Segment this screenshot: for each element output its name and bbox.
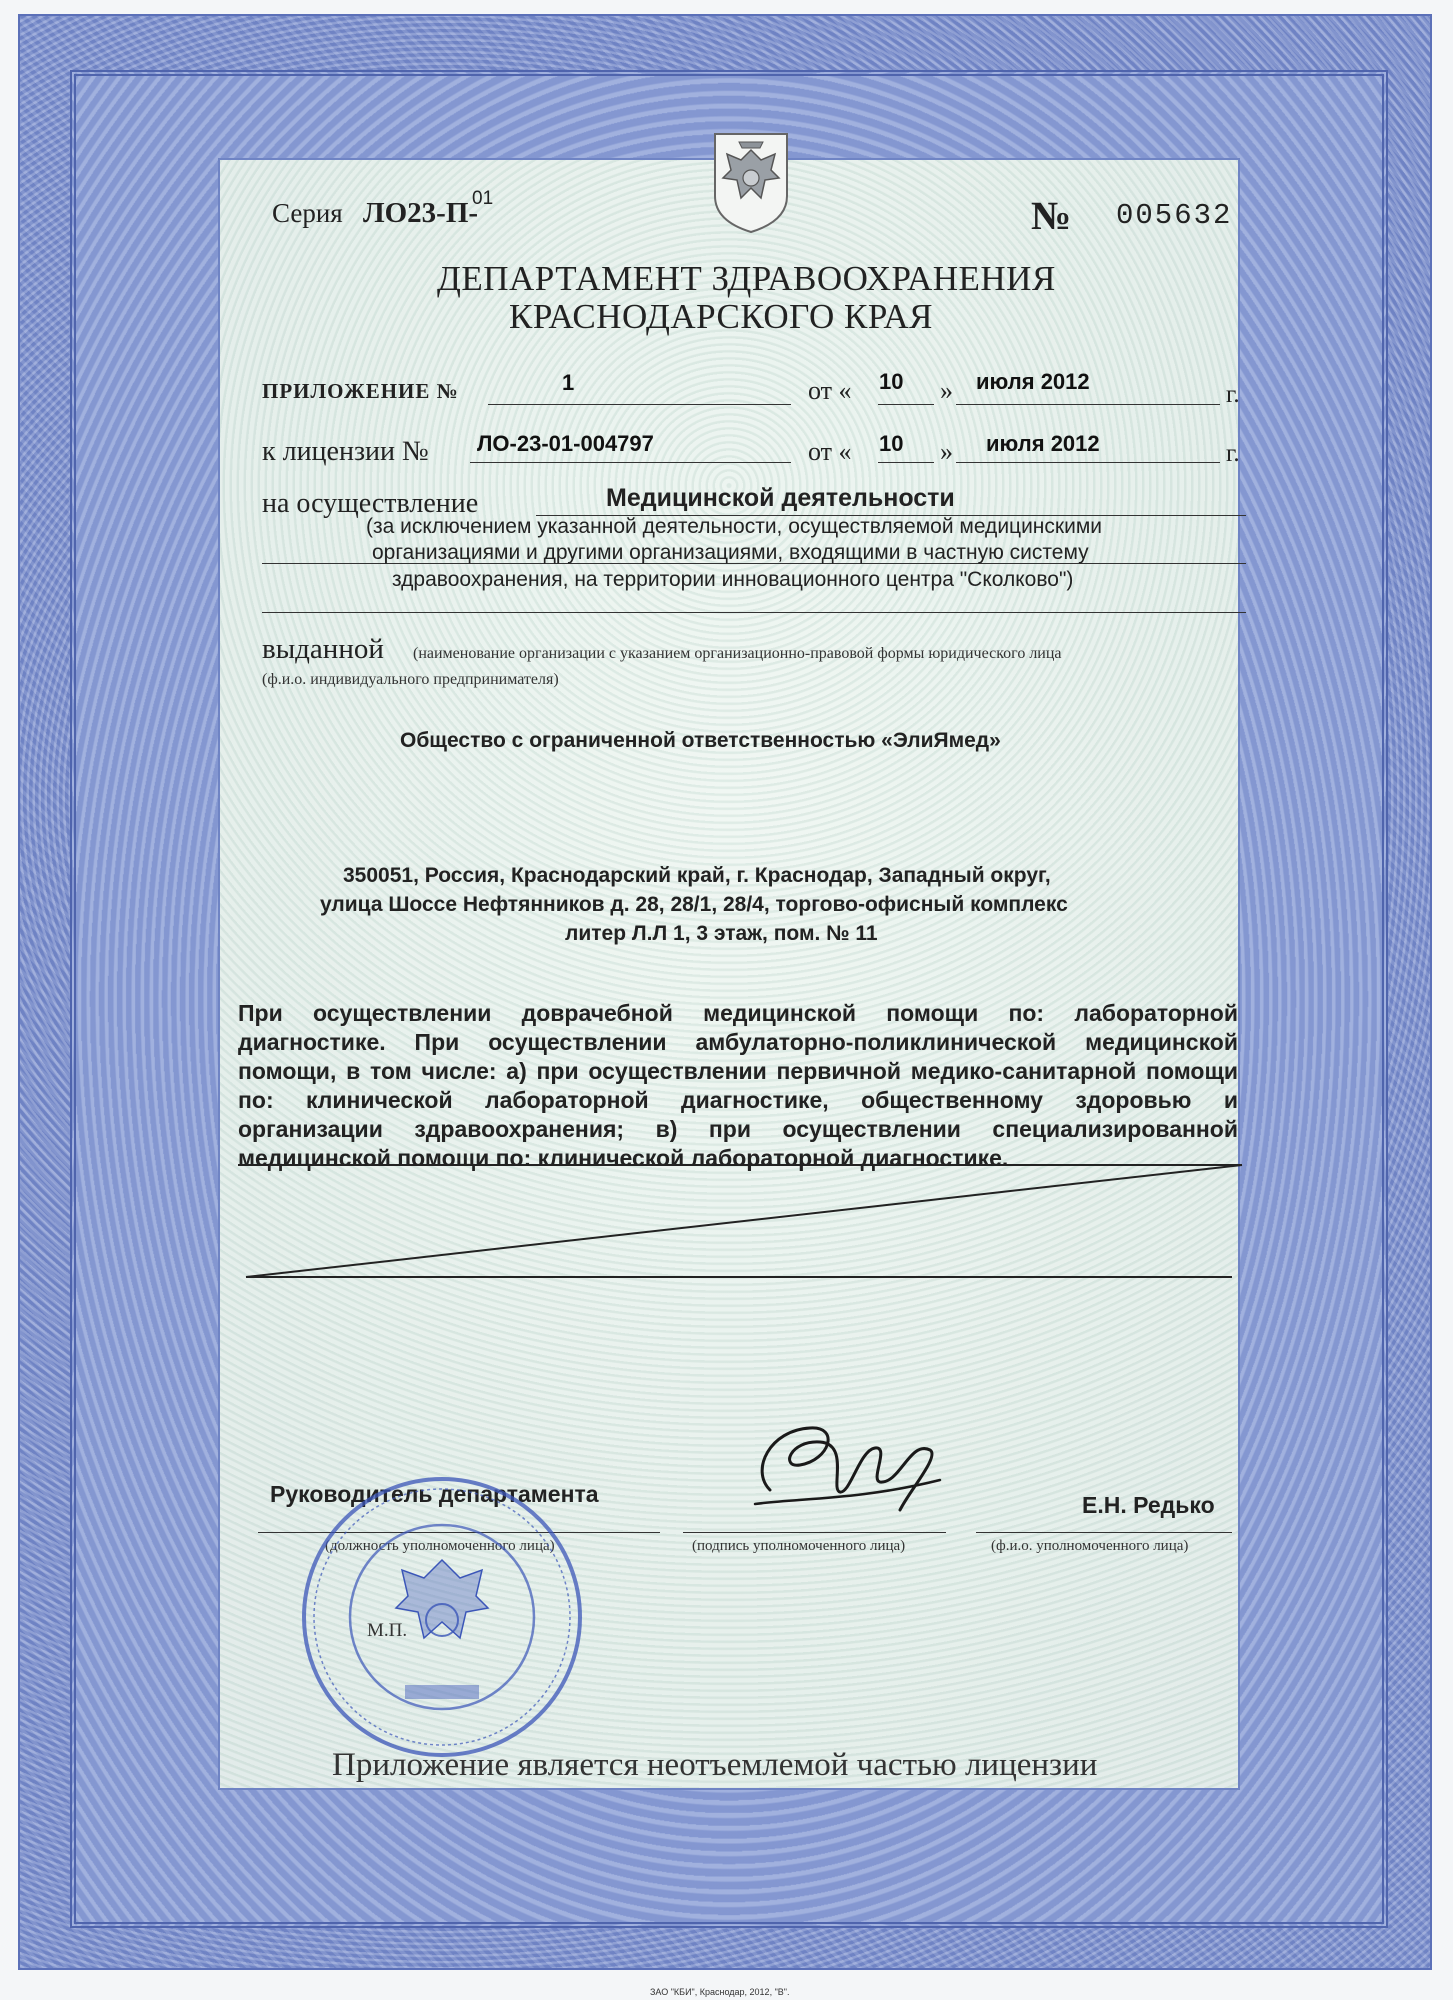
series-suffix: 01: [472, 188, 494, 209]
name-hint: (ф.и.о. уполномоченного лица): [991, 1538, 1189, 1554]
address-line3: литер Л.Л 1, 3 этаж, пом. № 11: [565, 922, 878, 945]
license-from-label: от «: [808, 437, 852, 466]
organization-name: Общество с ограниченной ответственностью «ЭлиЯмед»: [400, 729, 1001, 752]
appendix-label: ПРИЛОЖЕНИЕ №: [262, 379, 459, 403]
license-day: 10: [879, 431, 904, 456]
license-month-year: июля 2012: [986, 431, 1100, 456]
appendix-footer-note: Приложение является неотъемлемой частью лицензии: [332, 1747, 1098, 1783]
license-number: ЛО-23-01-004797: [477, 431, 654, 456]
services-line3: помощи, в том числе: а) при осуществлении первичной медико-санитарной помощи: [238, 1058, 1238, 1084]
appendix-date-line: [956, 404, 1220, 405]
signature-hint: (подпись уполномоченного лица): [692, 1538, 906, 1554]
official-seal-stamp: [295, 1470, 590, 1765]
activity-note-line3: здравоохранения, на территории инновационного центра "Сколково"): [392, 568, 1074, 591]
blank-space-strike-lines: [238, 1155, 1248, 1285]
license-number-line: [470, 462, 791, 463]
signature-line: [683, 1532, 946, 1533]
name-line: [976, 1532, 1232, 1533]
services-line2: диагностике. При осуществлении амбулаторно-поликлинической медицинской: [238, 1029, 1238, 1055]
number-value: 005632: [1116, 199, 1233, 232]
department-title-line2: КРАСНОДАРСКОГО КРАЯ: [509, 297, 933, 336]
signatory-name: Е.Н. Редько: [1082, 1492, 1215, 1518]
address-line2: улица Шоссе Нефтянников д. 28, 28/1, 28/4, торгово-офисный комплекс: [320, 893, 1068, 916]
services-line4: по: клинической лабораторной диагностике, общественному здоровью и: [238, 1087, 1238, 1113]
activity-note-line1: (за исключением указанной деятельности, осуществляемой медицинскими: [366, 515, 1102, 538]
license-date-line: [956, 462, 1220, 463]
services-line5: организации здравоохранения; в) при осуществлении специализированной: [238, 1116, 1238, 1142]
handwritten-signature: [740, 1420, 950, 1530]
issued-hint-line1: (наименование организации с указанием организационно-правовой формы юридического лица: [413, 645, 1062, 662]
series-label: Серия: [272, 198, 343, 228]
activity-title: Медицинской деятельности: [606, 484, 955, 512]
appendix-number: 1: [562, 370, 575, 395]
appendix-day-line: [878, 404, 934, 405]
stamp-place-label: М.П.: [367, 1620, 408, 1641]
appendix-year-suffix: г.: [1226, 381, 1240, 408]
coat-of-arms-icon: [705, 126, 797, 236]
activity-line-3: [262, 612, 1246, 613]
services-line1: При осуществлении доврачебной медицинской помощи по: лабораторной: [238, 1000, 1238, 1026]
services-line6: медицинской помощи по: клинической лабораторной диагностике.: [238, 1145, 1009, 1171]
license-close-quote: »: [940, 437, 953, 466]
issued-label: выданной: [262, 633, 384, 665]
appendix-month-year: июля 2012: [976, 369, 1090, 394]
position-hint: (должность уполномоченного лица): [325, 1538, 555, 1554]
appendix-close-quote: »: [940, 376, 953, 405]
license-label: к лицензии №: [262, 436, 429, 467]
appendix-number-line: [488, 404, 791, 405]
issued-hint-line2: (ф.и.о. индивидуального предпринимателя): [262, 671, 559, 688]
appendix-from-label: от «: [808, 376, 852, 405]
signatory-position: Руководитель департамента: [270, 1481, 599, 1507]
number-sign: №: [1031, 193, 1072, 238]
series-value: ЛО23-П-: [363, 197, 479, 229]
department-title-line1: ДЕПАРТАМЕНТ ЗДРАВООХРАНЕНИЯ: [437, 259, 1056, 298]
printer-imprint: ЗАО "КБИ", Краснодар, 2012, "В".: [650, 1987, 790, 1997]
appendix-day: 10: [879, 369, 904, 394]
license-year-suffix: г.: [1226, 440, 1240, 467]
license-day-line: [878, 462, 934, 463]
address-line1: 350051, Россия, Краснодарский край, г. Краснодар, Западный округ,: [343, 864, 1051, 887]
activity-note-line2: организациями и другими организациями, входящими в частную систему: [372, 541, 1089, 564]
activity-label: на осуществление: [262, 488, 479, 519]
